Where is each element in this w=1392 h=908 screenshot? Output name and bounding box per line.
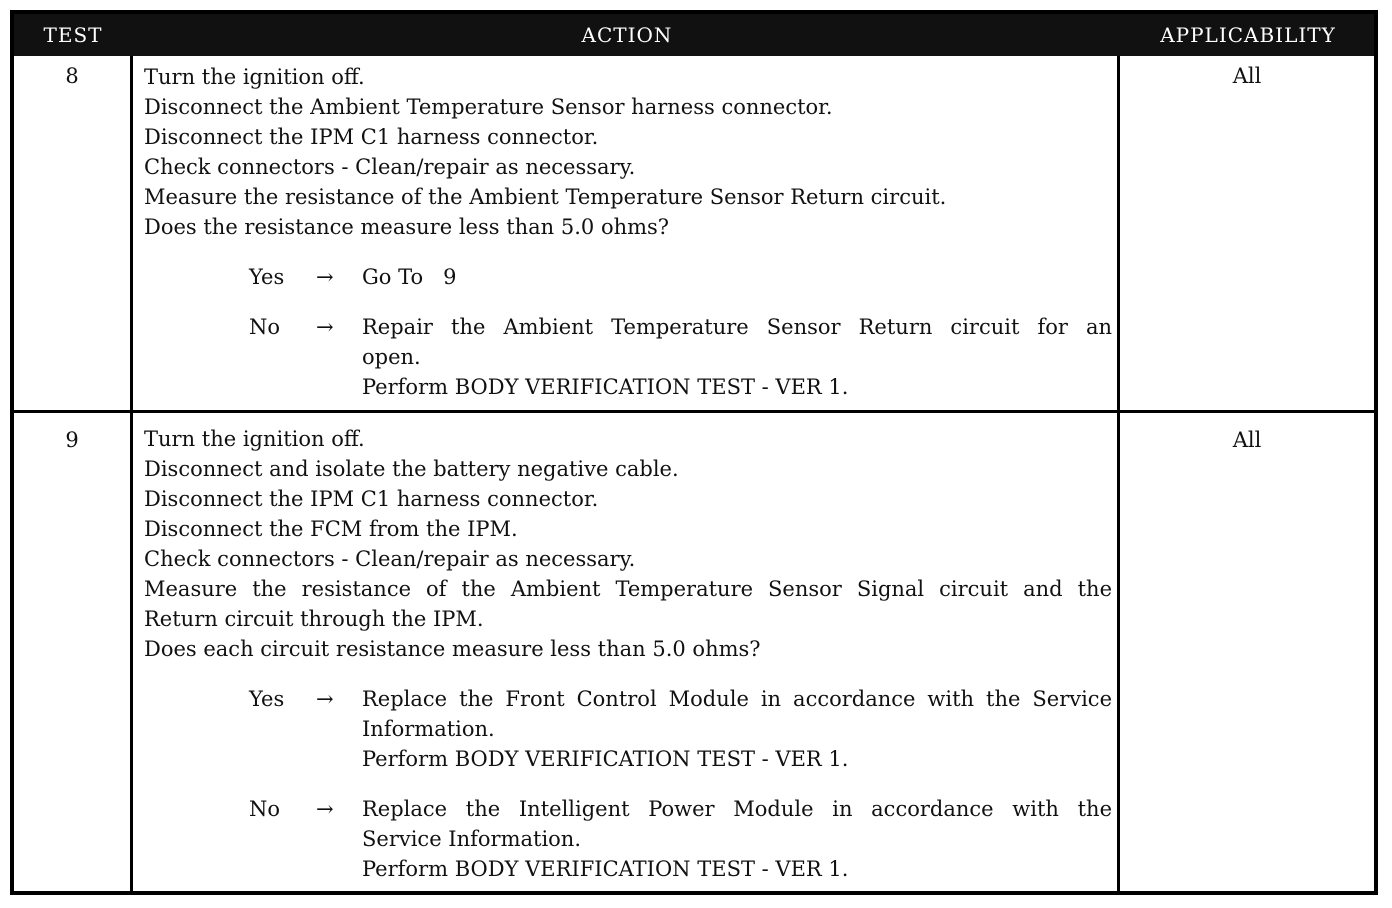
no-label: No xyxy=(249,315,281,339)
arrow-icon: → xyxy=(316,687,334,711)
action-step: Turn the ignition off. xyxy=(144,427,365,451)
action-step: Measure the resistance of the Ambient Temperature Sensor Return circuit. xyxy=(144,185,947,209)
yes-text: Go To 9 xyxy=(362,265,457,289)
action-cell xyxy=(144,62,1112,402)
no-label: No xyxy=(249,797,281,821)
action-step: Measure the resistance of the Ambient Temperature Sensor Signal circuit and the xyxy=(144,577,1112,601)
table-header xyxy=(14,14,1374,56)
test-number: 9 xyxy=(65,428,79,452)
no-branch xyxy=(144,312,1112,402)
arrow-icon: → xyxy=(316,265,334,289)
action-step: Check connectors - Clean/repair as necessary. xyxy=(144,155,636,179)
applicability-value: All xyxy=(1232,428,1262,452)
no-text: Repair the Ambient Temperature Sensor Return circuit for an xyxy=(362,315,1112,339)
action-step: Does each circuit resistance measure less than 5.0 ohms? xyxy=(144,637,761,661)
column-divider xyxy=(130,56,133,891)
arrow-icon: → xyxy=(316,797,334,821)
yes-label: Yes xyxy=(249,265,285,289)
action-step: Turn the ignition off. xyxy=(144,65,365,89)
no-text: open. xyxy=(362,345,421,369)
yes-text: Perform BODY VERIFICATION TEST - VER 1. xyxy=(362,747,849,771)
action-step: Disconnect the IPM C1 harness connector. xyxy=(144,125,599,149)
no-text: Service Information. xyxy=(362,827,582,851)
yes-text: Information. xyxy=(362,717,495,741)
applicability-value: All xyxy=(1232,64,1262,88)
row-divider xyxy=(14,410,1374,413)
yes-branch xyxy=(144,262,1112,292)
no-text: Replace the Intelligent Power Module in accordance with the xyxy=(362,797,1112,821)
action-step: Does the resistance measure less than 5.0 ohms? xyxy=(144,215,670,239)
action-step: Disconnect the Ambient Temperature Sensor harness connector. xyxy=(144,95,833,119)
action-step: Check connectors - Clean/repair as necessary. xyxy=(144,547,636,571)
action-step: Disconnect the IPM C1 harness connector. xyxy=(144,487,599,511)
header-action: ACTION xyxy=(581,23,673,47)
header-applicability: APPLICABILITY xyxy=(1160,23,1336,47)
action-step: Return circuit through the IPM. xyxy=(144,607,484,631)
test-number: 8 xyxy=(65,64,79,88)
arrow-icon: → xyxy=(316,315,334,339)
no-text: Perform BODY VERIFICATION TEST - VER 1. xyxy=(362,375,849,399)
action-step: Disconnect and isolate the battery negative cable. xyxy=(144,457,679,481)
header-test: TEST xyxy=(43,23,103,47)
action-cell xyxy=(144,424,1112,884)
column-divider xyxy=(1117,56,1120,891)
no-branch xyxy=(144,794,1112,884)
yes-label: Yes xyxy=(249,687,285,711)
diagnostic-table xyxy=(10,10,1378,895)
yes-branch xyxy=(144,684,1112,774)
action-step: Disconnect the FCM from the IPM. xyxy=(144,517,518,541)
yes-text: Replace the Front Control Module in accordance with the Service xyxy=(362,687,1112,711)
no-text: Perform BODY VERIFICATION TEST - VER 1. xyxy=(362,857,849,881)
